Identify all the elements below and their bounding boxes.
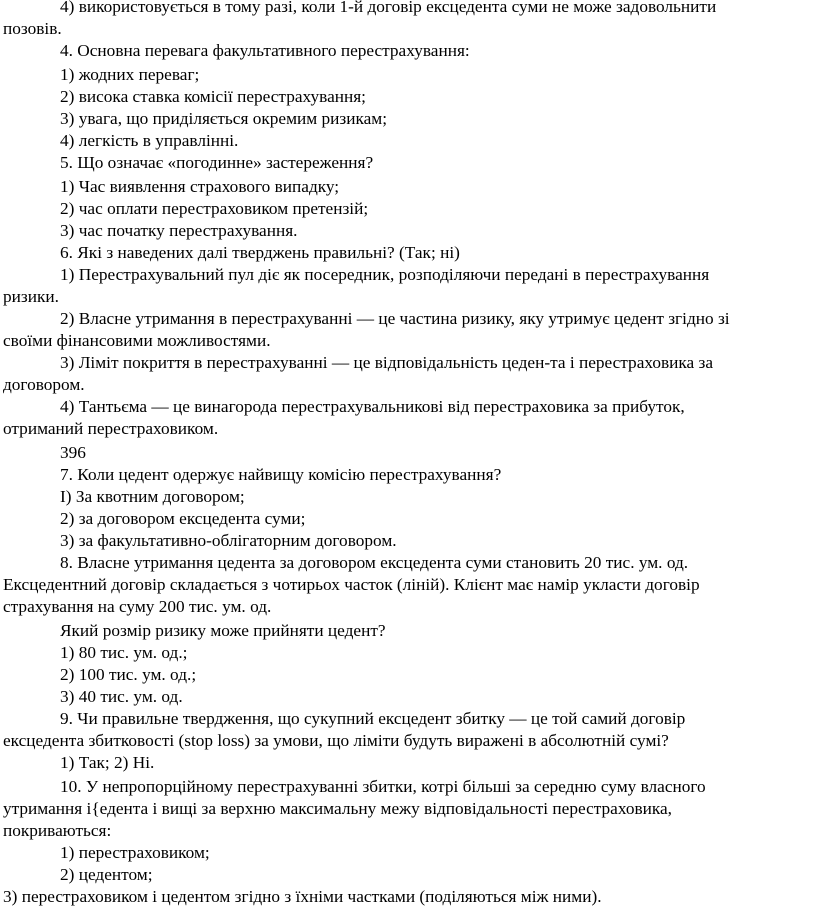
- text-line: 7. Коли цедент одержує найвищу комісію перестрахування?: [60, 465, 502, 484]
- text-line: 3) 40 тис. ум. од.: [60, 687, 183, 706]
- text-line: ризики.: [3, 287, 59, 306]
- text-line: 6. Які з наведених далі тверджень правильні? (Так; ні): [60, 243, 460, 262]
- text-line: 5. Що означає «погодинне» застереження?: [60, 153, 374, 172]
- text-line: 2) за договором ексцедента суми;: [60, 509, 306, 528]
- text-line: страхування на суму 200 тис. ум. од.: [3, 597, 272, 616]
- text-line: отриманий перестраховиком.: [3, 419, 219, 438]
- text-line: 1) Перестрахувальний пул діє як посередник, розподіляючи передані в перестрахування: [60, 265, 710, 284]
- text-line: договором.: [3, 375, 85, 394]
- text-line: 10. У непропорційному перестрахуванні збитки, котрі більші за середню суму власного: [60, 777, 706, 796]
- text-line: 1) Так; 2) Ні.: [60, 753, 155, 772]
- text-line: 2) висока ставка комісії перестрахування;: [60, 87, 366, 106]
- text-line: 4. Основна перевага факультативного перестрахування:: [60, 41, 470, 60]
- text-line: 9. Чи правильне твердження, що сукупний ексцедент збитку — це той самий договір: [60, 709, 686, 728]
- text-line: 3) Ліміт покриття в перестрахуванні — це відповідальність цеден-та і перестраховика за: [60, 353, 714, 372]
- text-line: 2) 100 тис. ум. од.;: [60, 665, 197, 684]
- text-line: 1) жодних переваг;: [60, 65, 200, 84]
- text-line: 4) Тантьєма — це винагорода перестрахувальникові від перестраховика за прибуток,: [60, 397, 685, 416]
- text-line: своїми фінансовими можливостями.: [3, 331, 271, 350]
- text-line: 2) Власне утримання в перестрахуванні — це частина ризику, яку утримує цедент згідно зі: [60, 309, 730, 328]
- text-line: 1) 80 тис. ум. од.;: [60, 643, 188, 662]
- text-line: Який розмір ризику може прийняти цедент?: [60, 621, 386, 640]
- text-line: 3) час початку перестрахування.: [60, 221, 298, 240]
- text-line: 8. Власне утримання цедента за договором ексцедента суми становить 20 тис. ум. од.: [60, 553, 689, 572]
- text-line: позовів.: [3, 19, 62, 38]
- text-line: 3) перестраховиком і цедентом згідно з їхніми частками (поділяються між ними).: [3, 887, 602, 906]
- text-line: 1) Час виявлення страхового випадку;: [60, 177, 340, 196]
- text-line: 4) використовується в тому разі, коли 1-й договір ексцедента суми не може задовольнити: [60, 0, 717, 16]
- text-line: 2) цедентом;: [60, 865, 153, 884]
- text-line: ексцедента збитковості (stop loss) за умови, що ліміти будуть виражені в абсолютній сумі?: [3, 731, 669, 750]
- text-line: 3) увага, що приділяється окремим ризикам;: [60, 109, 388, 128]
- text-line: 2) час оплати перестраховиком претензій;: [60, 199, 369, 218]
- text-line: 396: [60, 443, 86, 462]
- text-line: Ексцедентний договір складається з чотирьох часток (ліній). Клієнт має намір укласти договір: [3, 575, 700, 594]
- text-line: покриваються:: [3, 821, 112, 840]
- text-line: 3) за факультативно-облігаторним договором.: [60, 531, 397, 550]
- text-line: утримання і{едента і вищі за верхню максимальну межу відповідальності перестраховика,: [3, 799, 672, 818]
- text-line: 1) перестраховиком;: [60, 843, 210, 862]
- text-line: 4) легкість в управлінні.: [60, 131, 239, 150]
- text-line: І) За квотним договором;: [60, 487, 245, 506]
